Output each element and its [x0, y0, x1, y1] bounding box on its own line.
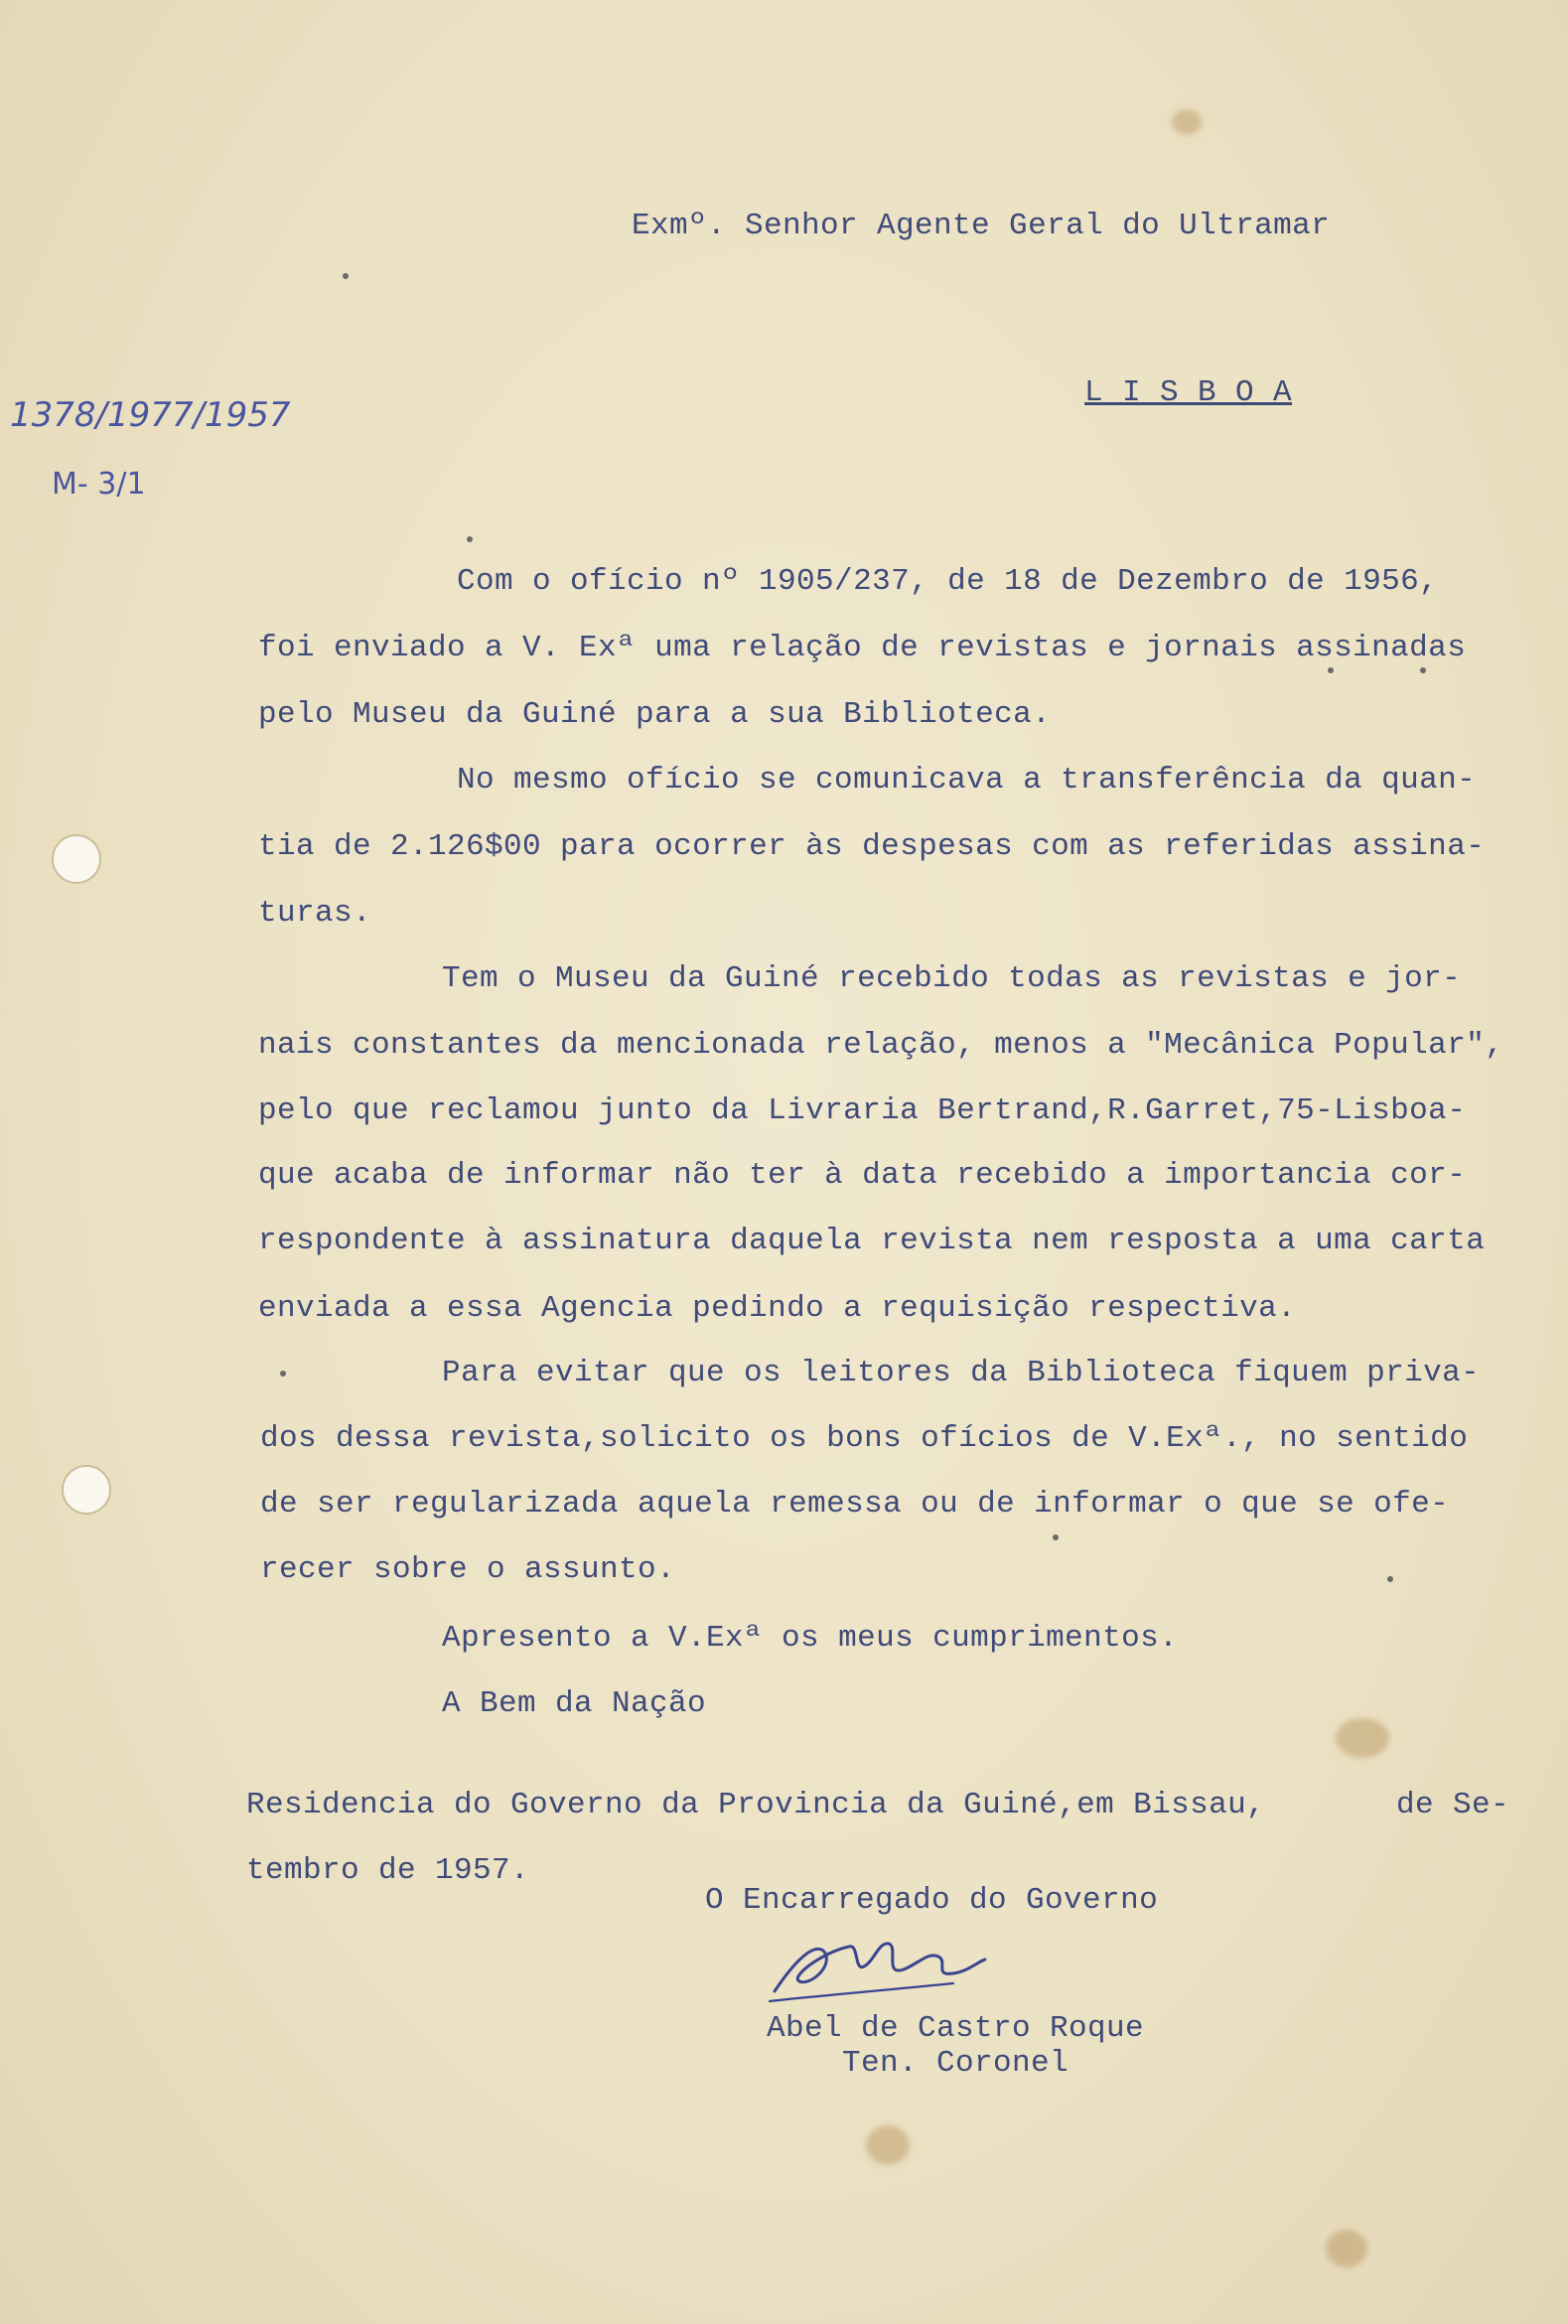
body-line: No mesmo ofício se comunicava a transferência da quan- — [457, 763, 1477, 798]
body-line: enviada a essa Agencia pedindo a requisição respectiva. — [258, 1291, 1297, 1326]
addressee: Exmº. Senhor Agente Geral do Ultramar — [632, 209, 1331, 243]
body-line: dos dessa revista,solicito os bons ofícios de V.Exª., no sentido — [260, 1421, 1469, 1456]
punch-hole — [52, 834, 101, 884]
body-line: nais constantes da mencionada relação, menos a "Mecânica Popular", — [258, 1028, 1504, 1063]
punch-hole — [62, 1465, 111, 1515]
place-date-day-gap: de Se- — [1396, 1788, 1510, 1822]
body-line: Tem o Museu da Guiné recebido todas as revistas e jor- — [442, 961, 1462, 996]
body-line: foi enviado a V. Exª uma relação de revistas e jornais assinadas — [258, 631, 1467, 665]
body-line: Para evitar que os leitores da Biblioteca fiquem priva- — [442, 1356, 1481, 1390]
speck — [1053, 1534, 1059, 1540]
paper-stain — [1326, 2230, 1367, 2267]
body-line: respondente à assinatura daquela revista nem resposta a uma carta — [258, 1224, 1486, 1258]
closing-greeting: Apresento a V.Exª os meus cumprimentos. — [442, 1621, 1179, 1656]
body-line: pelo que reclamou junto da Livraria Bertrand,R.Garret,75-Lisboa- — [258, 1093, 1467, 1128]
handwritten-signature — [755, 1922, 993, 2011]
place-date-line: tembro de 1957. — [246, 1853, 530, 1888]
body-line: tia de 2.126$00 para ocorrer às despesas com as referidas assina- — [258, 829, 1486, 864]
signatory-rank: Ten. Coronel — [842, 2046, 1069, 2081]
place-date-line: Residencia do Governo da Provincia da Guiné,em Bissau, — [246, 1788, 1266, 1822]
body-line: recer sobre o assunto. — [260, 1552, 676, 1587]
signatory-name: Abel de Castro Roque — [767, 2011, 1145, 2046]
speck — [280, 1371, 286, 1377]
speck — [1328, 667, 1334, 673]
archive-code: M- 3/1 — [52, 467, 146, 502]
closing-motto: A Bem da Nação — [442, 1686, 707, 1721]
body-line: pelo Museu da Guiné para a sua Biblioteca. — [258, 697, 1052, 732]
speck — [1387, 1576, 1393, 1582]
paper-stain — [1172, 109, 1202, 135]
speck — [467, 536, 473, 542]
paper-stain — [1336, 1718, 1389, 1758]
speck — [1420, 667, 1426, 673]
body-line: de ser regularizada aquela remessa ou de informar o que se ofe- — [260, 1487, 1450, 1522]
signatory-role: O Encarregado do Governo — [705, 1883, 1159, 1918]
archive-reference: 1378/1977/1957 — [10, 395, 291, 435]
body-line: Com o ofício nº 1905/237, de 18 de Dezembro de 1956, — [457, 564, 1439, 599]
speck — [343, 273, 349, 279]
paper-stain — [866, 2125, 910, 2165]
city-heading: L I S B O A — [1084, 375, 1293, 410]
body-line: turas. — [258, 896, 372, 931]
body-line: que acaba de informar não ter à data recebido a importancia cor- — [258, 1158, 1467, 1193]
